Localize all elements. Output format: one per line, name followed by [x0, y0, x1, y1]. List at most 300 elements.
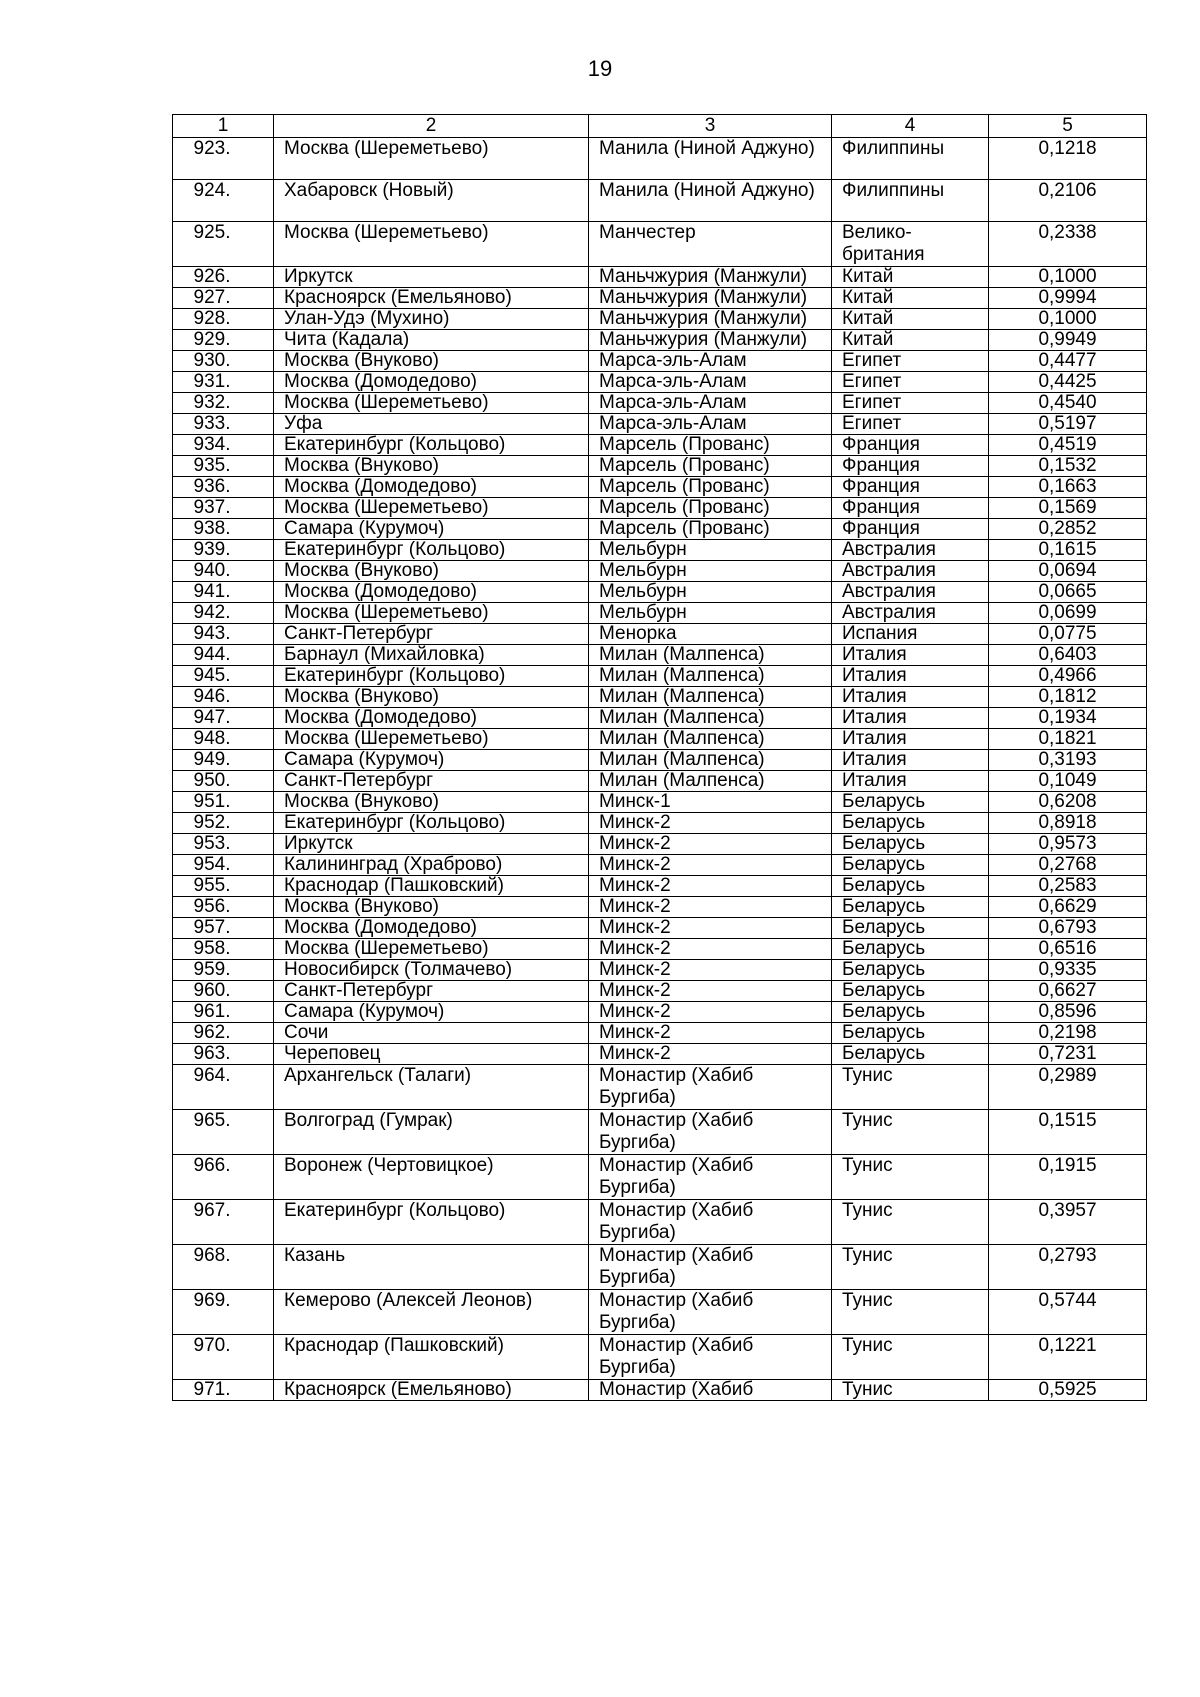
origin-airport: Хабаровск (Новый)	[274, 180, 589, 222]
table-row	[173, 960, 1147, 981]
coefficient-value: 0,2793	[989, 1245, 1147, 1290]
destination-airport: Марса-эль-Алам	[589, 393, 832, 414]
coefficient-value: 0,6629	[989, 897, 1147, 918]
row-number: 970.	[173, 1335, 274, 1380]
row-number: 923.	[173, 138, 274, 180]
origin-airport: Казань	[274, 1245, 589, 1290]
origin-airport: Москва (Шереметьево)	[274, 939, 589, 960]
coefficient-value: 0,1663	[989, 477, 1147, 498]
destination-airport: Минск-2	[589, 939, 832, 960]
origin-airport: Москва (Шереметьево)	[274, 729, 589, 750]
table-row	[173, 813, 1147, 834]
origin-airport: Москва (Домодедово)	[274, 708, 589, 729]
destination-airport: Минск-2	[589, 1044, 832, 1065]
destination-country: Франция	[832, 519, 989, 540]
row-number: 941.	[173, 582, 274, 603]
destination-country: Беларусь	[832, 1044, 989, 1065]
destination-country: Австралия	[832, 582, 989, 603]
destination-airport: Марса-эль-Алам	[589, 414, 832, 435]
table-row	[173, 792, 1147, 813]
destination-airport: Минск-2	[589, 855, 832, 876]
coefficient-value: 0,6516	[989, 939, 1147, 960]
origin-airport: Уфа	[274, 414, 589, 435]
destination-airport: Минск-2	[589, 1002, 832, 1023]
row-number: 963.	[173, 1044, 274, 1065]
row-number: 939.	[173, 540, 274, 561]
table-row	[173, 645, 1147, 666]
destination-country: Беларусь	[832, 834, 989, 855]
destination-country: Франция	[832, 498, 989, 519]
table-row	[173, 855, 1147, 876]
destination-country: Беларусь	[832, 855, 989, 876]
row-number: 961.	[173, 1002, 274, 1023]
row-number: 967.	[173, 1200, 274, 1245]
row-number: 946.	[173, 687, 274, 708]
table-row	[173, 1065, 1147, 1110]
table-row	[173, 1380, 1147, 1401]
destination-airport: Милан (Малпенса)	[589, 666, 832, 687]
routes-table	[172, 114, 1147, 1401]
origin-airport: Москва (Шереметьево)	[274, 603, 589, 624]
table-row	[173, 393, 1147, 414]
destination-airport: Мельбурн	[589, 603, 832, 624]
row-number: 962.	[173, 1023, 274, 1044]
table-row	[173, 1023, 1147, 1044]
destination-country: Беларусь	[832, 876, 989, 897]
destination-country: Италия	[832, 729, 989, 750]
origin-airport: Москва (Внуково)	[274, 897, 589, 918]
row-number: 951.	[173, 792, 274, 813]
coefficient-value: 0,9949	[989, 330, 1147, 351]
destination-country: Австралия	[832, 540, 989, 561]
row-number: 969.	[173, 1290, 274, 1335]
origin-airport: Архангельск (Талаги)	[274, 1065, 589, 1110]
destination-country: Франция	[832, 456, 989, 477]
coefficient-value: 0,8596	[989, 1002, 1147, 1023]
table-row	[173, 750, 1147, 771]
destination-airport: Маньчжурия (Манжули)	[589, 267, 832, 288]
coefficient-value: 0,2198	[989, 1023, 1147, 1044]
destination-country: Италия	[832, 687, 989, 708]
table-row	[173, 771, 1147, 792]
table-row	[173, 708, 1147, 729]
row-number: 929.	[173, 330, 274, 351]
table-row	[173, 1335, 1147, 1380]
row-number: 927.	[173, 288, 274, 309]
destination-country: Филиппины	[832, 180, 989, 222]
origin-airport: Екатеринбург (Кольцово)	[274, 666, 589, 687]
coefficient-value: 0,0694	[989, 561, 1147, 582]
row-number: 952.	[173, 813, 274, 834]
origin-airport: Москва (Шереметьево)	[274, 498, 589, 519]
table-row	[173, 582, 1147, 603]
row-number: 940.	[173, 561, 274, 582]
destination-airport: Мельбурн	[589, 582, 832, 603]
origin-airport: Екатеринбург (Кольцово)	[274, 540, 589, 561]
origin-airport: Новосибирск (Толмачево)	[274, 960, 589, 981]
coefficient-value: 0,1000	[989, 309, 1147, 330]
destination-country: Беларусь	[832, 1023, 989, 1044]
coefficient-value: 0,4519	[989, 435, 1147, 456]
coefficient-value: 0,3957	[989, 1200, 1147, 1245]
row-number: 935.	[173, 456, 274, 477]
table-row	[173, 834, 1147, 855]
destination-country: Беларусь	[832, 897, 989, 918]
coefficient-value: 0,6627	[989, 981, 1147, 1002]
destination-airport: Менорка	[589, 624, 832, 645]
column-header: 4	[832, 115, 989, 138]
row-number: 950.	[173, 771, 274, 792]
coefficient-value: 0,2583	[989, 876, 1147, 897]
coefficient-value: 0,1515	[989, 1110, 1147, 1155]
table-row	[173, 918, 1147, 939]
destination-airport: Милан (Малпенса)	[589, 708, 832, 729]
destination-airport: Минск-2	[589, 960, 832, 981]
table-row	[173, 981, 1147, 1002]
table-row	[173, 939, 1147, 960]
coefficient-value: 0,4966	[989, 666, 1147, 687]
origin-airport: Красноярск (Емельяново)	[274, 288, 589, 309]
column-header: 3	[589, 115, 832, 138]
table-row	[173, 222, 1147, 267]
coefficient-value: 0,6793	[989, 918, 1147, 939]
destination-airport: Монастир (Хабиб Бургиба)	[589, 1335, 832, 1380]
row-number: 924.	[173, 180, 274, 222]
destination-airport: Монастир (Хабиб Бургиба)	[589, 1200, 832, 1245]
table-row	[173, 1155, 1147, 1200]
origin-airport: Краснодар (Пашковский)	[274, 1335, 589, 1380]
coefficient-value: 0,9994	[989, 288, 1147, 309]
table-row	[173, 414, 1147, 435]
destination-airport: Монастир (Хабиб Бургиба)	[589, 1065, 832, 1110]
column-header: 5	[989, 115, 1147, 138]
coefficient-value: 0,1049	[989, 771, 1147, 792]
row-number: 953.	[173, 834, 274, 855]
destination-country: Тунис	[832, 1110, 989, 1155]
coefficient-value: 0,0665	[989, 582, 1147, 603]
coefficient-value: 0,1000	[989, 267, 1147, 288]
destination-country: Китай	[832, 309, 989, 330]
coefficient-value: 0,5925	[989, 1380, 1147, 1401]
table-row	[173, 498, 1147, 519]
row-number: 937.	[173, 498, 274, 519]
destination-country: Беларусь	[832, 1002, 989, 1023]
table-row	[173, 309, 1147, 330]
coefficient-value: 0,4540	[989, 393, 1147, 414]
row-number: 926.	[173, 267, 274, 288]
coefficient-value: 0,1532	[989, 456, 1147, 477]
destination-airport: Марсель (Прованс)	[589, 519, 832, 540]
coefficient-value: 0,3193	[989, 750, 1147, 771]
origin-airport: Самара (Курумоч)	[274, 519, 589, 540]
table-row	[173, 561, 1147, 582]
row-number: 955.	[173, 876, 274, 897]
destination-airport: Минск-2	[589, 876, 832, 897]
destination-country: Египет	[832, 372, 989, 393]
coefficient-value: 0,5744	[989, 1290, 1147, 1335]
destination-country: Велико-британия	[832, 222, 989, 267]
origin-airport: Санкт-Петербург	[274, 981, 589, 1002]
table-row	[173, 1002, 1147, 1023]
destination-airport: Марсель (Прованс)	[589, 498, 832, 519]
origin-airport: Чита (Кадала)	[274, 330, 589, 351]
origin-airport: Кемерово (Алексей Леонов)	[274, 1290, 589, 1335]
destination-country: Тунис	[832, 1155, 989, 1200]
table-row	[173, 180, 1147, 222]
origin-airport: Москва (Шереметьево)	[274, 138, 589, 180]
table-row	[173, 1290, 1147, 1335]
destination-country: Беларусь	[832, 939, 989, 960]
destination-airport: Марсель (Прованс)	[589, 477, 832, 498]
column-header: 2	[274, 115, 589, 138]
origin-airport: Москва (Домодедово)	[274, 918, 589, 939]
destination-airport: Милан (Малпенса)	[589, 750, 832, 771]
coefficient-value: 0,1915	[989, 1155, 1147, 1200]
origin-airport: Красноярск (Емельяново)	[274, 1380, 589, 1401]
row-number: 949.	[173, 750, 274, 771]
destination-airport: Минск-2	[589, 981, 832, 1002]
coefficient-value: 0,1218	[989, 138, 1147, 180]
coefficient-value: 0,2106	[989, 180, 1147, 222]
row-number: 936.	[173, 477, 274, 498]
table-row	[173, 1110, 1147, 1155]
coefficient-value: 0,9335	[989, 960, 1147, 981]
origin-airport: Самара (Курумоч)	[274, 1002, 589, 1023]
coefficient-value: 0,6208	[989, 792, 1147, 813]
origin-airport: Иркутск	[274, 834, 589, 855]
destination-airport: Мельбурн	[589, 561, 832, 582]
row-number: 959.	[173, 960, 274, 981]
coefficient-value: 0,8918	[989, 813, 1147, 834]
table-row	[173, 330, 1147, 351]
row-number: 948.	[173, 729, 274, 750]
destination-country: Беларусь	[832, 981, 989, 1002]
origin-airport: Краснодар (Пашковский)	[274, 876, 589, 897]
coefficient-value: 0,4477	[989, 351, 1147, 372]
origin-airport: Москва (Внуково)	[274, 792, 589, 813]
table-row	[173, 687, 1147, 708]
table-row	[173, 729, 1147, 750]
destination-airport: Минск-2	[589, 918, 832, 939]
origin-airport: Череповец	[274, 1044, 589, 1065]
coefficient-value: 0,2989	[989, 1065, 1147, 1110]
destination-airport: Марсель (Прованс)	[589, 456, 832, 477]
origin-airport: Калининград (Храброво)	[274, 855, 589, 876]
coefficient-value: 0,6403	[989, 645, 1147, 666]
origin-airport: Москва (Шереметьево)	[274, 393, 589, 414]
destination-airport: Милан (Малпенса)	[589, 729, 832, 750]
row-number: 934.	[173, 435, 274, 456]
coefficient-value: 0,1569	[989, 498, 1147, 519]
table-row	[173, 603, 1147, 624]
destination-airport: Манчестер	[589, 222, 832, 267]
destination-country: Египет	[832, 393, 989, 414]
destination-airport: Марса-эль-Алам	[589, 351, 832, 372]
destination-airport: Минск-2	[589, 813, 832, 834]
coefficient-value: 0,2338	[989, 222, 1147, 267]
destination-country: Филиппины	[832, 138, 989, 180]
destination-country: Тунис	[832, 1065, 989, 1110]
row-number: 956.	[173, 897, 274, 918]
coefficient-value: 0,0699	[989, 603, 1147, 624]
table-row	[173, 435, 1147, 456]
destination-airport: Маньчжурия (Манжули)	[589, 309, 832, 330]
column-header: 1	[173, 115, 274, 138]
destination-country: Тунис	[832, 1245, 989, 1290]
destination-airport: Марса-эль-Алам	[589, 372, 832, 393]
origin-airport: Москва (Домодедово)	[274, 372, 589, 393]
destination-country: Китай	[832, 267, 989, 288]
origin-airport: Екатеринбург (Кольцово)	[274, 1200, 589, 1245]
destination-country: Австралия	[832, 603, 989, 624]
destination-country: Беларусь	[832, 960, 989, 981]
destination-airport: Монастир (Хабиб Бургиба)	[589, 1290, 832, 1335]
destination-airport: Минск-1	[589, 792, 832, 813]
destination-country: Беларусь	[832, 813, 989, 834]
destination-airport: Милан (Малпенса)	[589, 771, 832, 792]
row-number: 943.	[173, 624, 274, 645]
destination-country: Франция	[832, 435, 989, 456]
origin-airport: Москва (Домодедово)	[274, 477, 589, 498]
destination-country: Тунис	[832, 1290, 989, 1335]
table-row	[173, 519, 1147, 540]
destination-airport: Маньчжурия (Манжули)	[589, 288, 832, 309]
origin-airport: Москва (Внуково)	[274, 561, 589, 582]
destination-country: Тунис	[832, 1200, 989, 1245]
table-row	[173, 477, 1147, 498]
coefficient-value: 0,1615	[989, 540, 1147, 561]
coefficient-value: 0,5197	[989, 414, 1147, 435]
row-number: 932.	[173, 393, 274, 414]
destination-country: Беларусь	[832, 918, 989, 939]
row-number: 945.	[173, 666, 274, 687]
coefficient-value: 0,2852	[989, 519, 1147, 540]
destination-country: Египет	[832, 414, 989, 435]
destination-airport: Монастир (Хабиб Бургиба)	[589, 1155, 832, 1200]
origin-airport: Екатеринбург (Кольцово)	[274, 813, 589, 834]
row-number: 928.	[173, 309, 274, 330]
row-number: 944.	[173, 645, 274, 666]
destination-airport: Маньчжурия (Манжули)	[589, 330, 832, 351]
origin-airport: Москва (Внуково)	[274, 456, 589, 477]
table-row	[173, 1044, 1147, 1065]
destination-airport: Манила (Ниной Аджуно)	[589, 180, 832, 222]
origin-airport: Москва (Шереметьево)	[274, 222, 589, 267]
origin-airport: Самара (Курумоч)	[274, 750, 589, 771]
destination-country: Италия	[832, 771, 989, 792]
row-number: 965.	[173, 1110, 274, 1155]
coefficient-value: 0,0775	[989, 624, 1147, 645]
coefficient-value: 0,9573	[989, 834, 1147, 855]
destination-country: Франция	[832, 477, 989, 498]
origin-airport: Санкт-Петербург	[274, 771, 589, 792]
table-row	[173, 666, 1147, 687]
row-number: 947.	[173, 708, 274, 729]
origin-airport: Барнаул (Михайловка)	[274, 645, 589, 666]
origin-airport: Улан-Удэ (Мухино)	[274, 309, 589, 330]
destination-airport: Марсель (Прованс)	[589, 435, 832, 456]
row-number: 954.	[173, 855, 274, 876]
table-row	[173, 456, 1147, 477]
coefficient-value: 0,7231	[989, 1044, 1147, 1065]
origin-airport: Воронеж (Чертовицкое)	[274, 1155, 589, 1200]
table-row	[173, 1200, 1147, 1245]
destination-country: Китай	[832, 288, 989, 309]
row-number: 964.	[173, 1065, 274, 1110]
origin-airport: Москва (Внуково)	[274, 351, 589, 372]
page-number: 19	[587, 56, 613, 81]
table-row	[173, 288, 1147, 309]
coefficient-value: 0,2768	[989, 855, 1147, 876]
table-row	[173, 897, 1147, 918]
row-number: 938.	[173, 519, 274, 540]
destination-country: Беларусь	[832, 792, 989, 813]
row-number: 931.	[173, 372, 274, 393]
coefficient-value: 0,4425	[989, 372, 1147, 393]
origin-airport: Волгоград (Гумрак)	[274, 1110, 589, 1155]
table-header-row	[173, 115, 1147, 138]
destination-airport: Милан (Малпенса)	[589, 687, 832, 708]
destination-country: Италия	[832, 645, 989, 666]
row-number: 971.	[173, 1380, 274, 1401]
row-number: 933.	[173, 414, 274, 435]
origin-airport: Сочи	[274, 1023, 589, 1044]
destination-country: Египет	[832, 351, 989, 372]
table-row	[173, 624, 1147, 645]
destination-country: Испания	[832, 624, 989, 645]
origin-airport: Екатеринбург (Кольцово)	[274, 435, 589, 456]
table-row	[173, 540, 1147, 561]
row-number: 966.	[173, 1155, 274, 1200]
destination-airport: Монастир (Хабиб Бургиба)	[589, 1110, 832, 1155]
table-row	[173, 372, 1147, 393]
coefficient-value: 0,1934	[989, 708, 1147, 729]
table-row	[173, 1245, 1147, 1290]
row-number: 960.	[173, 981, 274, 1002]
destination-airport: Минск-2	[589, 1023, 832, 1044]
destination-country: Тунис	[832, 1335, 989, 1380]
row-number: 930.	[173, 351, 274, 372]
table-row	[173, 138, 1147, 180]
destination-country: Тунис	[832, 1380, 989, 1401]
destination-airport: Монастир (Хабиб Бургиба)	[589, 1245, 832, 1290]
destination-country: Италия	[832, 750, 989, 771]
destination-country: Австралия	[832, 561, 989, 582]
row-number: 968.	[173, 1245, 274, 1290]
row-number: 925.	[173, 222, 274, 267]
origin-airport: Москва (Внуково)	[274, 687, 589, 708]
table-row	[173, 351, 1147, 372]
origin-airport: Москва (Домодедово)	[274, 582, 589, 603]
destination-airport: Монастир (Хабиб	[589, 1380, 832, 1401]
coefficient-value: 0,1812	[989, 687, 1147, 708]
row-number: 957.	[173, 918, 274, 939]
table-row	[173, 876, 1147, 897]
coefficient-value: 0,1821	[989, 729, 1147, 750]
destination-country: Италия	[832, 666, 989, 687]
destination-country: Китай	[832, 330, 989, 351]
row-number: 942.	[173, 603, 274, 624]
row-number: 958.	[173, 939, 274, 960]
coefficient-value: 0,1221	[989, 1335, 1147, 1380]
destination-airport: Мельбурн	[589, 540, 832, 561]
destination-airport: Манила (Ниной Аджуно)	[589, 138, 832, 180]
origin-airport: Иркутск	[274, 267, 589, 288]
destination-airport: Милан (Малпенса)	[589, 645, 832, 666]
table-row	[173, 267, 1147, 288]
destination-country: Италия	[832, 708, 989, 729]
destination-airport: Минск-2	[589, 834, 832, 855]
